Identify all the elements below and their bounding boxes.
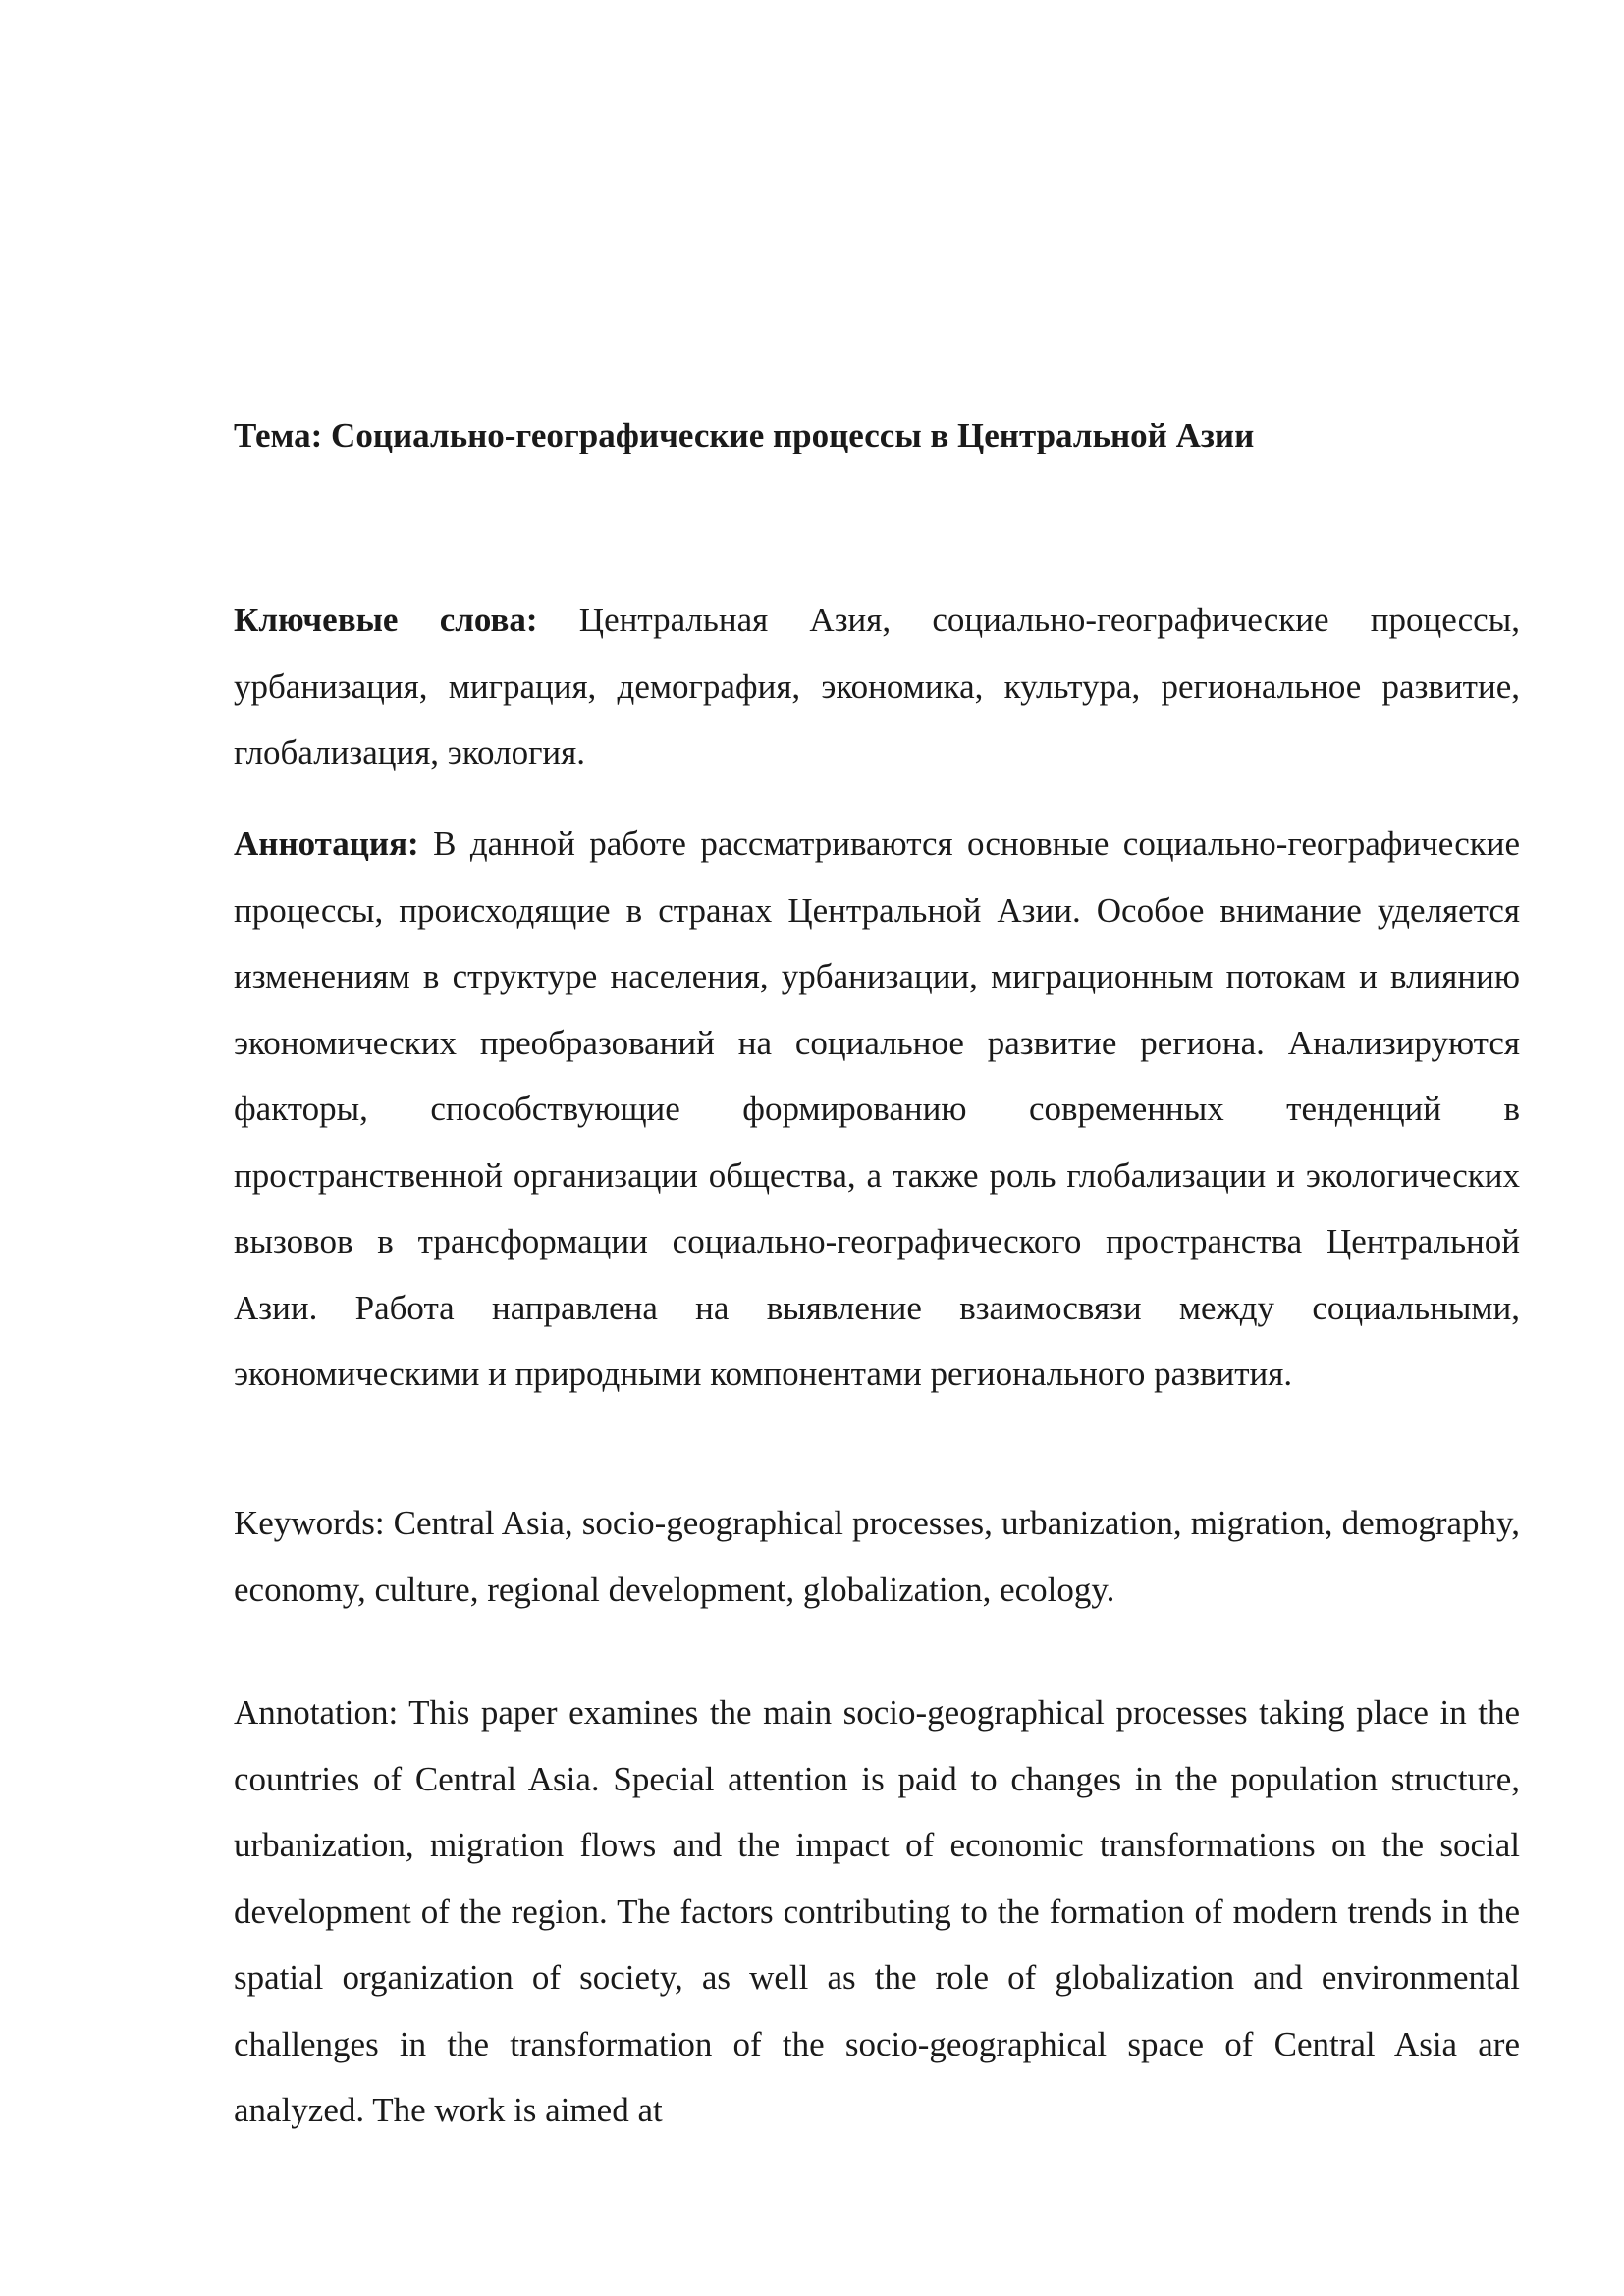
keywords-ru-label: Ключевые слова: — [234, 601, 538, 639]
annotation-ru-label: Аннотация: — [234, 825, 419, 863]
annotation-en-paragraph: Annotation: This paper examines the main socio-geographical processes taking place in the countries of Central Asia. Special attention is paid to changes in the population structure, urbanization, migration flows and the impact of economic transformations on the social development of the region. The factors contributing to the formation of modern trends in the spatial organization of society, as well as the role of globalization and environmental challenges in the transformation of the socio-geographical space of Central Asia are analyzed. The work is aimed at — [234, 1693, 1520, 2129]
document-title: Тема: Социально-географические процессы в Центральной Азии — [234, 416, 1255, 454]
annotation-ru-paragraph — [234, 811, 1520, 1408]
keywords-ru-text: Центральная Азия, социально-географические процессы, урбанизация, миграция, демография, экономика, культура, региональное развитие, глобализация, экология. — [234, 601, 1520, 772]
keywords-ru-paragraph — [234, 587, 1520, 786]
keywords-en-paragraph: Keywords: Central Asia, socio-geographical processes, urbanization, migration, demography, economy, culture, regional development, globalization, ecology. — [234, 1504, 1520, 1609]
annotation-ru-text: В данной работе рассматриваются основные социально-географические процессы, происходящие в странах Центральной Азии. Особое внимание уделяется изменениям в структуре населения, урбанизации, миграционным потокам и влиянию экономических преобразований на социальное развитие региона. Анализируются факторы, способствующие формированию современных тенденций в пространственной организации общества, а также роль глобализации и экологических вызовов в трансформации социально-географического пространства Центральной Азии. Работа направлена на выявление взаимосвязи между социальными, экономическими и природными компонентами регионального развития. — [234, 825, 1520, 1393]
